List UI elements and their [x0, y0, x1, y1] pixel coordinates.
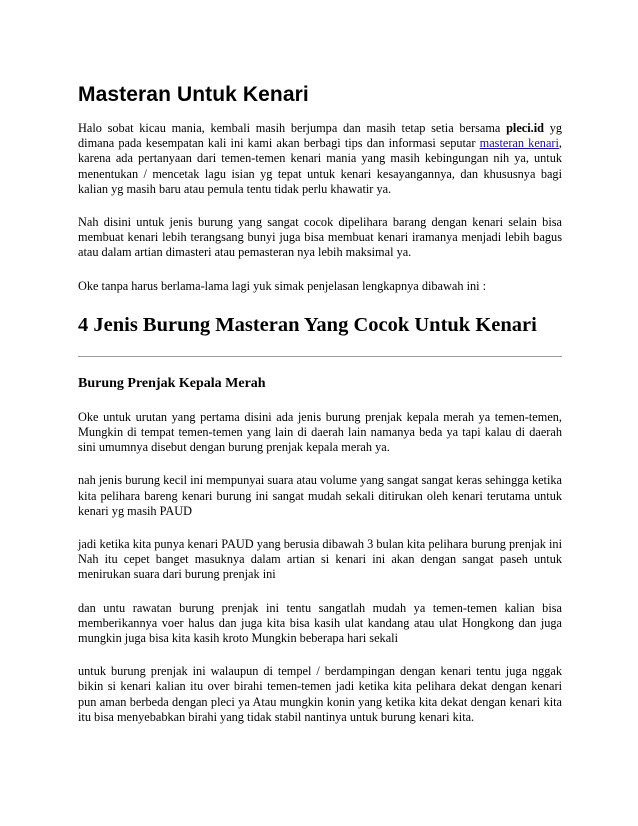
section-paragraph: nah jenis burung kecil ini mempunyai suara atau volume yang sangat sangat keras sehingga ketika kita pelihara bareng kenari burung ini sangat mudah sekali ditirukan oleh kenari terutama untuk kenari yg masih PAUD — [78, 473, 562, 518]
intro-text-3: , karena ada pertanyaan dari temen-temen kenari mania yang masih kebingungan nih ya, untuk menentukan / mencetak lagu isian yg tepat untuk kenari kesayangannya, dan khususnya bagi kalian yg masih baru atau pemula tentu tidak perlu khawatir ya. — [78, 136, 562, 196]
intro-text-1: Halo sobat kicau mania, kembali masih berjumpa dan masih tetap setia bersama — [78, 121, 507, 135]
section-paragraph: dan untu rawatan burung prenjak ini tentu sangatlah mudah ya temen-temen kalian bisa memberikannya voer halus dan juga kita bisa kasih ulat kandang atau ulat Hongkong dan juga mungkin juga bisa kita kasih kroto Mungkin beberapa hari sekali — [78, 600, 562, 646]
subsection-heading: Burung Prenjak Kepala Merah — [78, 375, 266, 391]
section-heading: 4 Jenis Burung Masteran Yang Cocok Untuk Kenari — [78, 313, 537, 336]
section-paragraph: untuk burung prenjak ini walaupun di tempel / berdampingan dengan kenari tentu juga nggak bikin si kenari kalian itu over birahi temen-temen jadi ketika kita pelihara dekat dengan kenari pun aman berbeda dengan pleci ya Atau mungkin konin yang ketika kita dekat dengan kenari kita itu bisa menyebabkan birahi yang tidak stabil nantinya untuk burung kenari kita. — [78, 664, 562, 724]
masteran-kenari-link[interactable]: masteran kenari — [479, 136, 559, 151]
article-title: Masteran Untuk Kenari — [78, 83, 309, 106]
paragraph-3: Oke tanpa harus berlama-lama lagi yuk simak penjelasan lengkapnya dibawah ini : — [78, 278, 487, 293]
intro-text-2: yg dimana pada kesempatan kali ini kami akan berbagi tips dan informasi seputar — [78, 121, 563, 151]
paragraph-2: Nah disini untuk jenis burung yang sangat cocok dipelihara barang dengan kenari selain bisa membuat kenari lebih terangsang bunyi juga bisa membuat kenari iramanya menjadi lebih bagus atau dalam artian dimasteri atau pemasteran nya lebih maksimal ya. — [78, 215, 562, 260]
site-name: pleci.id — [506, 121, 544, 135]
section-paragraph: Oke untuk urutan yang pertama disini ada jenis burung prenjak kepala merah ya temen-temen, Mungkin di tempat temen-temen yang lain di daerah lain namanya beda ya tapi kalau di daerah sini umumnya disebut dengan burung prenjak kepala merah ya. — [78, 409, 562, 455]
horizontal-divider — [78, 356, 562, 357]
intro-paragraph — [78, 121, 562, 197]
section-paragraph: jadi ketika kita punya kenari PAUD yang berusia dibawah 3 bulan kita pelihara burung prenjak ini Nah itu cepet banget masuknya dalam artian si kenari ini akan dengan sangat paseh untuk menirukan suara dari burung prenjak ini — [78, 537, 562, 582]
